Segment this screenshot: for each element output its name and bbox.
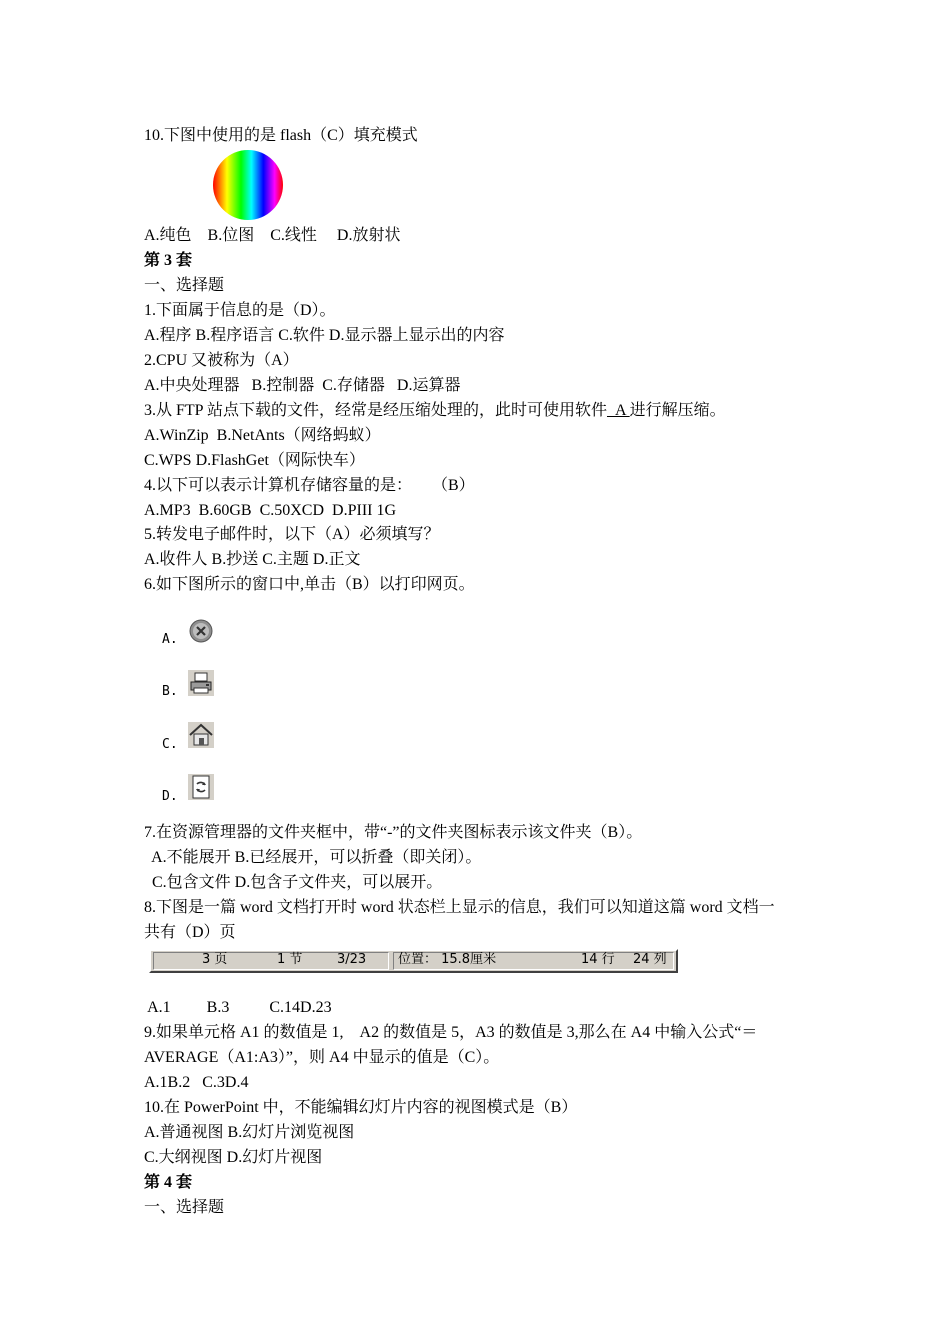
- q8-question-line2: 共有（D）页: [144, 924, 236, 941]
- set3-section: 一、选择题: [144, 277, 225, 294]
- status-line: 14 行: [581, 952, 615, 967]
- q3-options-1: A.WinZip B.NetAnts（网络蚂蚁）: [144, 427, 381, 444]
- q8-question-line1: 8.下图是一篇 word 文档打开时 word 状态栏上显示的信息，我们可以知道这篇 word 文档一: [144, 899, 775, 916]
- q10-flash-question: 10.下图中使用的是 flash（C）填充模式: [144, 127, 418, 144]
- refresh-icon: [188, 774, 214, 800]
- q7-question: 7.在资源管理器的文件夹框中，带“-”的文件夹图标表示该文件夹（B）。: [144, 824, 643, 841]
- q3-question: 3.从 FTP 站点下载的文件，经常是经压缩处理的，此时可使用软件 A 进行解压缩。: [144, 402, 726, 419]
- q3-answer: A: [606, 402, 630, 419]
- q3-options-2: C.WPS D.FlashGet（网际快车）: [144, 452, 365, 469]
- home-icon: [188, 722, 214, 748]
- q1-question: 1.下面属于信息的是（D）。: [144, 302, 336, 319]
- q10-options-2: C.大纲视图 D.幻灯片视图: [144, 1149, 323, 1166]
- q10-question: 10.在 PowerPoint 中，不能编辑幻灯片内容的视图模式是（B）: [144, 1099, 578, 1116]
- q5-question: 5.转发电子邮件时，以下（A）必须填写？: [144, 526, 440, 543]
- q8-options: A.1 B.3 C.14D.23: [144, 999, 332, 1016]
- q6-question: 6.如下图所示的窗口中,单击（B）以打印网页。: [144, 576, 475, 593]
- status-section: 1 节: [277, 952, 303, 967]
- q9-options: A.1B.2 C.3D.4: [144, 1074, 249, 1091]
- printer-icon: [188, 670, 214, 696]
- status-page: 3 页: [202, 952, 228, 967]
- q6-option-a-label: A.: [162, 632, 178, 647]
- q4-question: 4.以下可以表示计算机存储容量的是： （B）: [144, 477, 475, 494]
- q1-options: A.程序 B.程序语言 C.软件 D.显示器上显示出的内容: [144, 327, 505, 344]
- q9-question-line2: AVERAGE（A1:A3）”，则 A4 中显示的值是（C）。: [144, 1049, 500, 1066]
- status-fraction: 3/23: [337, 952, 367, 967]
- q2-question: 2.CPU 又被称为（A）: [144, 352, 299, 369]
- q10-flash-options: A.纯色 B.位图 C.线性 D.放射状: [144, 227, 401, 244]
- status-position: 位置： 15.8厘米: [398, 952, 497, 967]
- word-status-bar: [149, 949, 678, 973]
- q2-options: A.中央处理器 B.控制器 C.存储器 D.运算器: [144, 377, 461, 394]
- q5-options: A.收件人 B.抄送 C.主题 D.正文: [144, 551, 361, 568]
- q7-options-2: C.包含文件 D.包含子文件夹，可以展开。: [144, 874, 443, 891]
- set3-heading: 第 3 套: [144, 252, 193, 269]
- rainbow-gradient-image: [213, 150, 283, 220]
- q4-options: A.MP3 B.60GB C.50XCD D.PIII 1G: [144, 502, 397, 519]
- set4-heading: 第 4 套: [144, 1174, 193, 1191]
- set4-section: 一、选择题: [144, 1199, 225, 1216]
- stop-icon: [188, 618, 214, 644]
- q6-option-b-label: B.: [162, 684, 178, 699]
- status-column: 24 列: [633, 952, 667, 967]
- q9-question-line1: 9.如果单元格 A1 的数值是 1, A2 的数值是 5，A3 的数值是 3,那么在 A4 中输入公式“＝: [144, 1024, 758, 1041]
- q10-options-1: A.普通视图 B.幻灯片浏览视图: [144, 1124, 355, 1141]
- q6-option-d-label: D.: [162, 789, 178, 804]
- q6-option-c-label: C.: [162, 737, 178, 752]
- q7-options-1: A.不能展开 B.已经展开，可以折叠（即关闭）。: [144, 849, 482, 866]
